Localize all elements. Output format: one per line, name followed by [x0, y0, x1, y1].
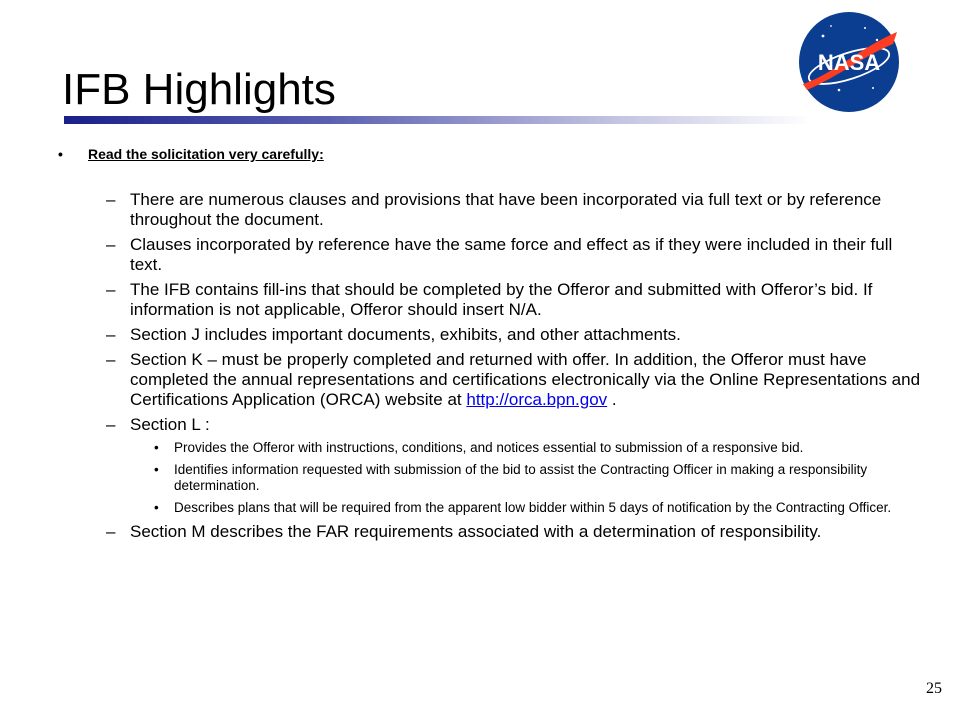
section-k-text-end: .: [607, 390, 617, 409]
dash-marker: –: [106, 522, 116, 541]
list-item-text: There are numerous clauses and provisions that have been incorporated via full text or by reference throughout the document.: [130, 190, 882, 229]
sub-list-item: [58, 500, 926, 516]
sub-list-item: [58, 440, 926, 456]
main-bullet-text: Read the solicitation very carefully:: [88, 146, 324, 162]
list-item: [58, 522, 926, 542]
list-item-text: The IFB contains fill-ins that should be completed by the Offeror and submitted with Offeror’s bid. If information is not applicable, Offeror should insert N/A.: [130, 280, 873, 319]
dash-marker: –: [106, 350, 116, 369]
list-item-text: Section J includes important documents, exhibits, and other attachments.: [130, 325, 681, 344]
dash-marker: –: [106, 280, 116, 299]
list-item-text: [130, 350, 926, 410]
bullet-marker: •: [154, 462, 159, 477]
title-underline-rule: [64, 116, 812, 124]
dash-marker: –: [106, 190, 116, 209]
list-item-text: Section L :: [130, 415, 210, 434]
list-item: [58, 190, 926, 230]
sub-list-item-text: Describes plans that will be required from the apparent low bidder within 5 days of notification by the Contracting Officer.: [174, 500, 892, 515]
dash-marker: –: [106, 415, 116, 434]
list-item: [58, 415, 926, 435]
bullet-marker: •: [58, 146, 63, 162]
page-number: 25: [926, 680, 942, 697]
list-item: [58, 235, 926, 275]
section-k-text: Section K – must be properly completed and returned with offer. In addition, the Offeror must have completed the annual representations and certifications electronically via the Online Representations and Certifications Application (ORCA) website at: [130, 350, 921, 409]
orca-website-link[interactable]: http://orca.bpn.gov: [466, 390, 608, 409]
main-bullet: [58, 146, 926, 162]
list-item: [58, 350, 926, 410]
list-item: [58, 325, 926, 345]
list-item: [58, 280, 926, 320]
slide-title: IFB Highlights: [62, 65, 336, 114]
bullet-marker: •: [154, 440, 159, 455]
nasa-logo: [793, 6, 905, 118]
sub-list-item-text: Identifies information requested with submission of the bid to assist the Contracting Officer in making a responsibility determination.: [174, 462, 868, 493]
section-l-sublist: [58, 440, 926, 516]
dash-marker: –: [106, 325, 116, 344]
bullet-marker: •: [154, 500, 159, 515]
slide-body: [58, 146, 926, 547]
sub-list-item-text: Provides the Offeror with instructions, conditions, and notices essential to submission of a responsive bid.: [174, 440, 804, 455]
list-item-text: Clauses incorporated by reference have the same force and effect as if they were included in their full text.: [130, 235, 893, 274]
dash-marker: –: [106, 235, 116, 254]
list-item-text: Section M describes the FAR requirements associated with a determination of responsibility.: [130, 522, 822, 541]
nasa-logo-text: NASA: [817, 50, 881, 75]
sub-list-item: [58, 462, 926, 494]
